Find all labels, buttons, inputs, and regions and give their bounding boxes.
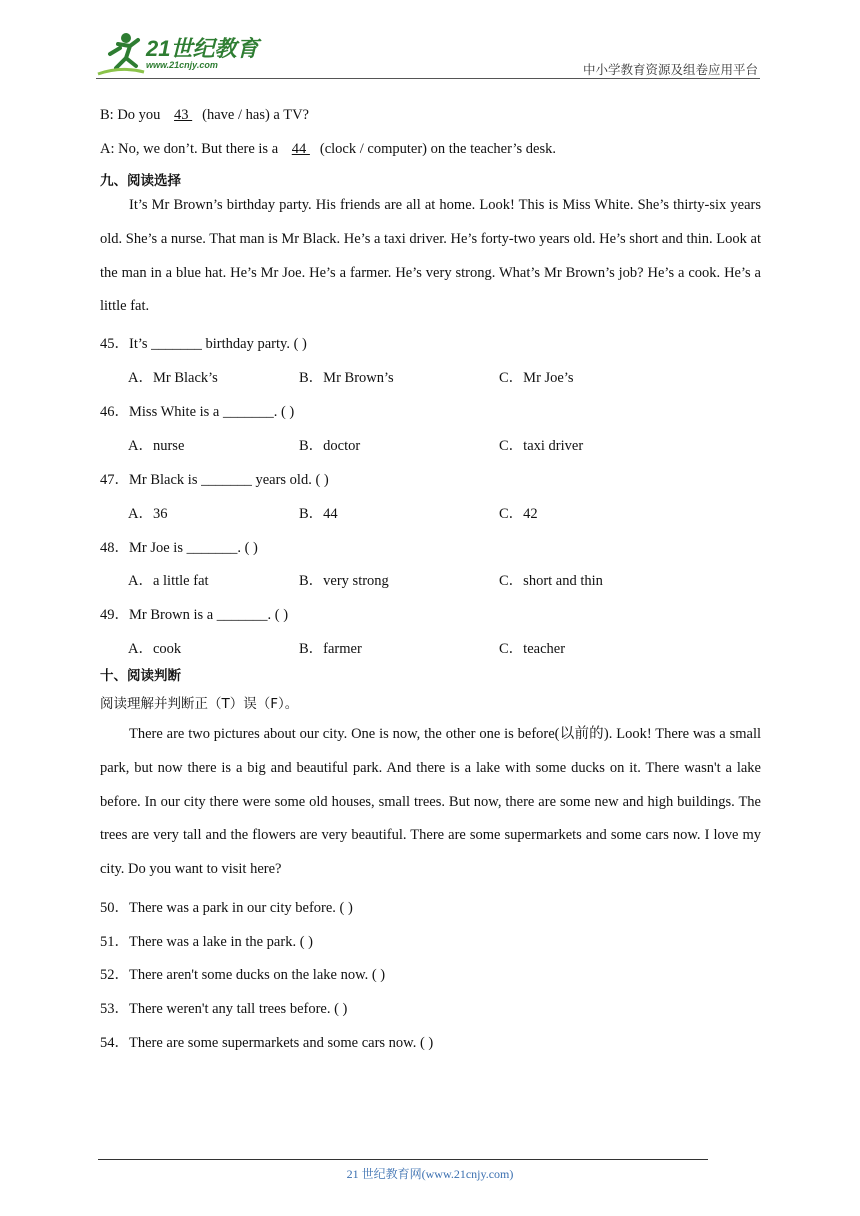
option-49-a: A．cook bbox=[128, 641, 182, 657]
question-47: 47．Mr Black is _______ years old. ( ) bbox=[100, 472, 329, 488]
option-46-a: A．nurse bbox=[128, 438, 185, 454]
dialog-b-text: B: Do you bbox=[100, 107, 165, 123]
logo-text: 21世纪教育 bbox=[146, 36, 259, 61]
section-10-title: 十、阅读判断 bbox=[100, 668, 181, 684]
footer-divider bbox=[98, 1159, 708, 1160]
site-logo bbox=[96, 30, 266, 78]
logo-url: www.21cnjy.com bbox=[146, 60, 218, 70]
judge-item-51: 51．There was a lake in the park. ( ) bbox=[100, 934, 313, 950]
section-9-title: 九、阅读选择 bbox=[100, 173, 181, 189]
dialog-a-options: (clock / computer) on the teacher’s desk. bbox=[319, 141, 556, 157]
footer-text: 21 世纪教育网(www.21cnjy.com) bbox=[346, 1167, 514, 1181]
dialog-line-a bbox=[100, 141, 556, 158]
question-45: 45．It’s _______ birthday party. ( ) bbox=[100, 336, 307, 352]
question-48: 48．Mr Joe is _______. ( ) bbox=[100, 540, 258, 556]
option-45-a: A．Mr Black’s bbox=[128, 370, 218, 386]
dialog-b-options: (have / has) a TV? bbox=[202, 107, 309, 123]
option-48-b: B．very strong bbox=[299, 573, 389, 589]
section-10-passage bbox=[100, 718, 761, 887]
option-49-b: B．farmer bbox=[299, 641, 362, 657]
runner-logo-icon bbox=[96, 30, 146, 78]
option-45-c: C．Mr Joe’s bbox=[499, 370, 574, 386]
option-46-c: C．taxi driver bbox=[499, 438, 584, 454]
passage-text: There are two pictures about our city. One is now, the other one is before(以前的). Look! There was a small park, but now there is a big and beautiful park. And there is a lake with some ducks on it. There wasn't a lake before. In our city there were some old houses, small trees. But now, there are some new and high buildings. The trees are very tall and the flowers are very beautiful. There are some supermarkets and some cars now. I love my city. Do you want to visit here? bbox=[100, 726, 761, 878]
section-9-passage bbox=[100, 189, 761, 324]
dialog-a-text: A: No, we don’t. But there is a bbox=[100, 141, 282, 157]
passage-text: It’s Mr Brown’s birthday party. His friends are all at home. Look! This is Miss White. She’s thirty-six years old. She’s a nurse. That man is Mr Black. He’s a taxi driver. He’s forty-two years old. He’s short and thin. Look at the man in a blue hat. He’s Mr Joe. He’s a farmer. He’s very strong. What’s Mr Brown’s job? He’s a cook. He’s a little fat. bbox=[100, 197, 761, 315]
option-48-a: A．a little fat bbox=[128, 573, 209, 589]
question-49: 49．Mr Brown is a _______. ( ) bbox=[100, 607, 289, 623]
section-10-instruction: 阅读理解并判断正（T）误（F）。 bbox=[100, 696, 299, 712]
header-platform-name: 中小学教育资源及组卷应用平台 bbox=[582, 62, 758, 77]
judge-item-54: 54．There are some supermarkets and some cars now. ( ) bbox=[100, 1035, 434, 1051]
option-49-c: C．teacher bbox=[499, 641, 566, 657]
blank-44: 44 bbox=[291, 141, 310, 157]
dialog-line-b bbox=[100, 107, 309, 124]
blank-43: 43 bbox=[174, 107, 193, 123]
judge-item-50: 50．There was a park in our city before. ( ) bbox=[100, 900, 353, 916]
judge-item-52: 52．There aren't some ducks on the lake now. ( ) bbox=[100, 967, 386, 983]
option-47-a: A．36 bbox=[128, 506, 168, 522]
option-47-b: B．44 bbox=[299, 506, 338, 522]
option-45-b: B．Mr Brown’s bbox=[299, 370, 394, 386]
option-47-c: C．42 bbox=[499, 506, 538, 522]
question-46: 46．Miss White is a _______. ( ) bbox=[100, 404, 295, 420]
page-header bbox=[96, 30, 760, 78]
header-divider bbox=[96, 78, 760, 79]
judge-item-53: 53．There weren't any tall trees before. ( ) bbox=[100, 1001, 348, 1017]
option-46-b: B．doctor bbox=[299, 438, 361, 454]
option-48-c: C．short and thin bbox=[499, 573, 603, 589]
